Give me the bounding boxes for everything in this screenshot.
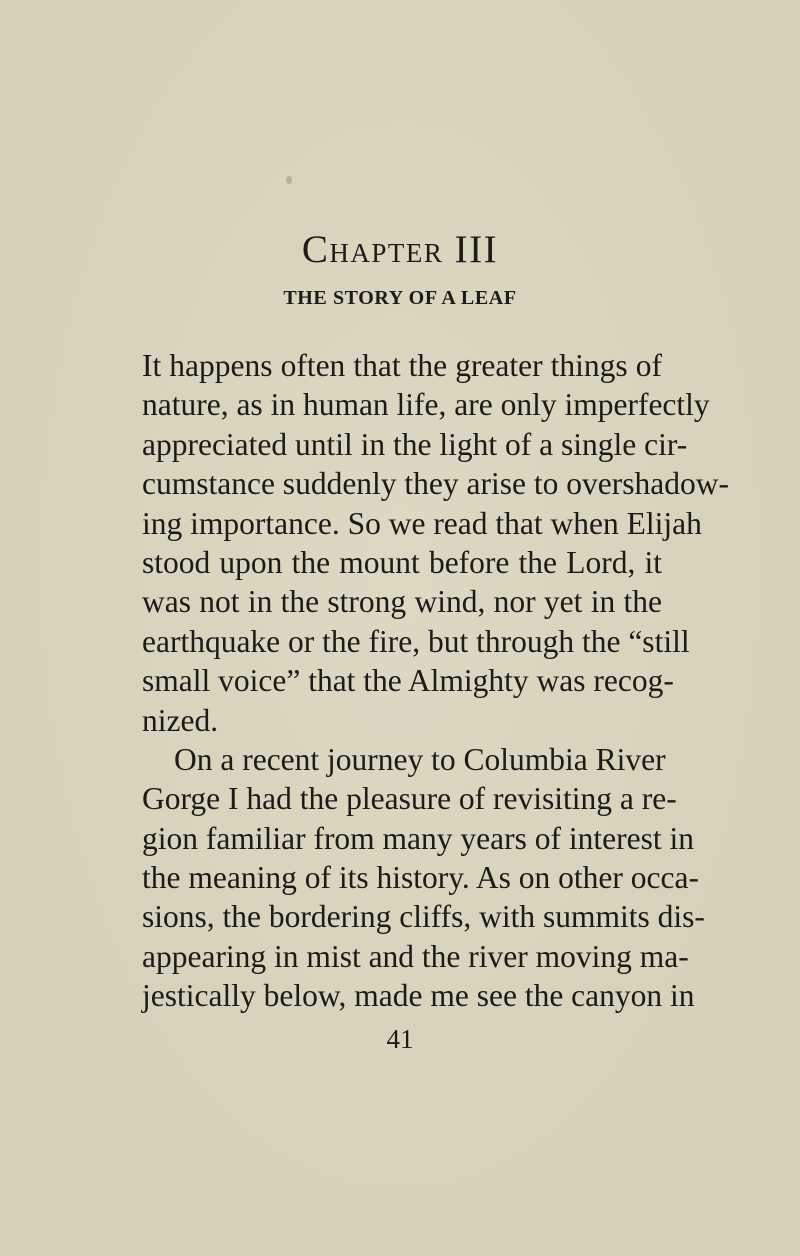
text-line: the meaning of its history. As on other occa-: [142, 860, 699, 896]
text-line: gion familiar from many years of interest in: [142, 820, 694, 856]
text-line: sions, the bordering cliffs, with summits dis-: [142, 899, 705, 935]
text-line: was not in the strong wind, nor yet in the: [142, 584, 662, 620]
text-line: earthquake or the fire, but through the “still: [142, 623, 690, 659]
text-line: nized.: [142, 702, 219, 738]
paragraph: [142, 740, 705, 1016]
page-number: 41: [386, 1024, 414, 1054]
text-line: stood upon the mount before the Lord, it: [142, 544, 662, 580]
text-line: small voice” that the Almighty was recog-: [142, 663, 674, 699]
paper-speck: [286, 176, 292, 184]
text-line: nature, as in human life, are only imperfectly: [142, 387, 710, 423]
text-line: cumstance suddenly they arise to overshadow-: [142, 466, 729, 502]
chapter-subtitle: THE STORY OF A LEAF: [283, 287, 517, 309]
text-line: appreciated until in the light of a single cir-: [142, 426, 688, 462]
body-text: [142, 346, 729, 1016]
text-line: It happens often that the greater things of: [142, 348, 662, 383]
text-line: appearing in mist and the river moving ma-: [142, 938, 689, 974]
text-line: ing importance. So we read that when Elijah: [142, 505, 702, 541]
chapter-title: Chapter III: [301, 228, 499, 271]
text-line: jestically below, made me see the canyon in: [142, 978, 695, 1014]
text-line: Gorge I had the pleasure of revisiting a re-: [142, 781, 677, 817]
paragraph: [142, 346, 729, 740]
text-line: On a recent journey to Columbia River: [174, 741, 666, 777]
